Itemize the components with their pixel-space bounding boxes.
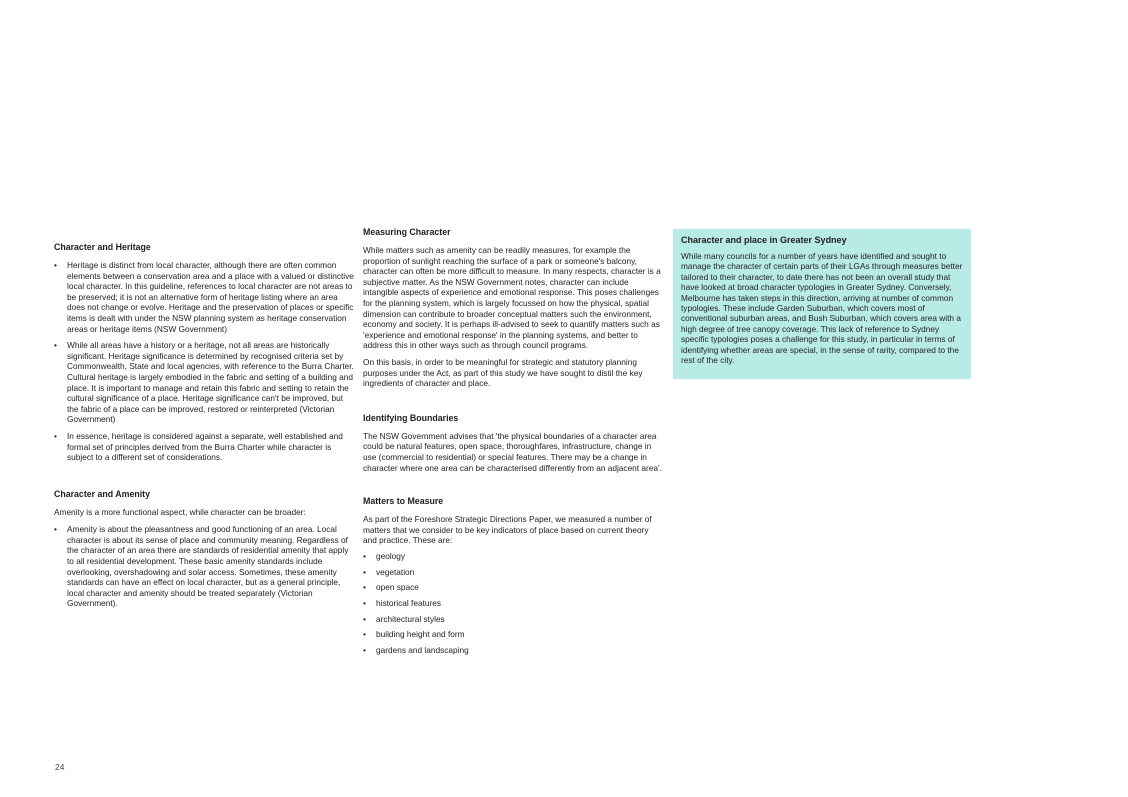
measuring-paragraph: While matters such as amenity can be readily measures, for example the proportion of sunlight reaching the surface of a park or someone's balcony, character can often be more difficult to measure. In many respects, character is a subjective matter. As the NSW Government notes, character can include intangible aspects of experience and emotional response. This poses challenges for the planning system, which is largely focussed on how the physical, spatial dimension can contribute to broader conceptual matters such the environment, economy and society. It is perhaps ill-advised to seek to quantify matters such as 'experience and emotional response' in the planning systems, and better to address this in other ways such as through council programs. bbox=[363, 245, 661, 351]
left-column bbox=[54, 242, 354, 609]
list-item: • gardens and landscaping bbox=[363, 645, 663, 656]
callout-heading: Character and place in Greater Sydney bbox=[681, 235, 847, 245]
callout-body: While many councils for a number of years have identified and sought to manage the character of certain parts of their LGAs through measures better tailored to their character, to date there has not been an overall study that have looked at broad character typologies in Greater Sydney. Conversely, Melbourne has taken steps in this direction, arriving at number of common typologies. These include Garden Suburban, which covers most of conventional suburban areas, and Bush Suburban, which covers area with a high degree of tree canopy coverage. This lack of reference to Sydney specific typologies poses a challenge for this study, in particular in terms of identifying whether areas are special, in the sense of rarity, compared to the rest of the city. bbox=[681, 251, 963, 366]
heading-character-and-heritage: Character and Heritage bbox=[54, 242, 151, 252]
list-item: • vegetation bbox=[363, 567, 663, 578]
heading-measuring-character: Measuring Character bbox=[363, 227, 451, 237]
heading-character-and-amenity: Character and Amenity bbox=[54, 488, 150, 499]
list-item: • While all areas have a history or a heritage, not all areas are historically significant. Heritage significance is determined by recognised criteria set by Commonwealth, State and local agencies, with reference to the Burra Charter. Cultural heritage is largely embodied in the fabric and setting of a building and place. It is important to manage and retain this fabric and setting to retain the cultural significance of a place. Heritage significance can't be improved, but the fabric of a place can be improved, restored or reinterpreted (Victorian Government) bbox=[54, 340, 354, 425]
list-item: • architectural styles bbox=[363, 614, 663, 625]
list-item: • historical features bbox=[363, 598, 663, 609]
list-item: • open space bbox=[363, 582, 663, 593]
matters-bullet-list bbox=[363, 551, 663, 656]
heritage-bullet-list bbox=[54, 260, 354, 463]
heading-identifying-boundaries: Identifying Boundaries bbox=[363, 412, 459, 423]
amenity-intro: Amenity is a more functional aspect, while character can be broader: bbox=[54, 506, 306, 517]
list-item: • Heritage is distinct from local character, although there are often common elements between a conservation area and a place with a valued or distinctive local character. In this guideline, references to local character are not areas to be preserved; it is not an alternative form of heritage listing where an area does not change or evolve. Heritage and the preservation of places or specific items is dealt with under the NSW planning system as heritage conservation areas or heritage items (NSW Government) bbox=[54, 260, 354, 334]
basis-paragraph: On this basis, in order to be meaningful for strategic and statutory planning purposes under the Act, as part of this study we have sought to distil the key ingredients of character and place. bbox=[363, 356, 643, 389]
middle-column bbox=[363, 227, 663, 661]
heading-matters-to-measure: Matters to Measure bbox=[363, 496, 444, 507]
callout-panel bbox=[673, 229, 971, 379]
list-item: • building height and form bbox=[363, 629, 663, 640]
matters-paragraph: As part of the Foreshore Strategic Directions Paper, we measured a number of matters that we consider to be key indicators of place based on current theory and practice. These are: bbox=[363, 514, 652, 546]
boundaries-paragraph: The NSW Government advises that 'the physical boundaries of a character area could be natural features, open space, thoroughfares, infrastructure, change in use (commercial to residential) or special features. There may be a change in character where one area can be characterised differently from an adjacent area'. bbox=[363, 430, 662, 473]
list-item: • Amenity is about the pleasantness and good functioning of an area. Local character is about its sense of place and community meaning. Regardless of the character of an area there are standards of residential amenity that apply to all residential development. These basic amenity standards include overlooking, overshadowing and solar access. Sometimes, these amenity standards can have an effect on local character, but as a general principle, local character and amenity should be treated separately (Victorian Government). bbox=[54, 524, 354, 609]
list-item: • In essence, heritage is considered against a separate, well established and formal set of principles derived from the Burra Charter while character is subject to a different set of considerations. bbox=[54, 431, 354, 463]
amenity-bullet-list bbox=[54, 524, 354, 609]
page-number: 24 bbox=[55, 762, 65, 772]
list-item: • geology bbox=[363, 551, 663, 562]
